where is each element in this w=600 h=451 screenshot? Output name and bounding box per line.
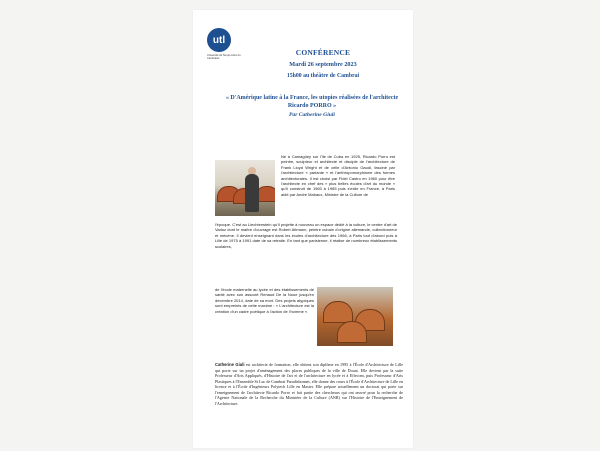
person-figure [245,174,259,212]
architect-portrait-photo [215,160,275,216]
article-paragraph-1: Né à Camagüey sur l'île de Cuba en 1925, Ricardo Porro est peintre, sculpteur et architecte et disciple de l'architecture de Frank Lloyd Wright et de celle d'Antonio Gaudi, fasciné par l'architecture « parlante » et l'anthropomorphisme des formes architecturales. Il est choisi par Fidel Castro en 1960 pour être l'architecte en chef des « plus belles écoles d'art du monde » qu'il construit de 1960 à 1965 puis s'exile en France, à Paris aidé par André Malraux, Ministre de la Culture de [281,154,395,197]
article-paragraph-2: l'époque. C'est au Liechtenstein qu'il projette à nouveau un espace dédié à la culture, le centre d'art de Vaduz dont le maître d'ouvrage est Robert Altmann, peintre cubain d'origine allemande, collectionneur et mécène. Il devient enseignant dans les écoles d'architecture dès 1966, à Paris tout d'abord puis à Lille de 1975 à 1991 date de sa retraite. En tant que parisienne, il réalise de nombreux établissements scolaires, [215,222,397,249]
dome-shape [323,301,353,323]
conference-flyer [193,10,413,448]
event-type-heading: CONFÉRENCE [295,48,351,57]
speaker-byline: Par Catherine Giuli [288,112,335,118]
speaker-bio [215,362,403,442]
article-paragraph-3: de l'école maternelle au lycée et des établissements de santé avec son associé Renaud De la Noue jusqu'en décembre 2014, date de sa mort. Des projets atypiques sont empreints de cette maxime : « L'architecture est la création d'un cadre poétique à l'action de l'homme ». [215,287,314,314]
dome-shape [337,321,367,343]
logo-mark: utl [207,28,231,52]
logo-caption: Université du Temps Libre du Cambrésis [207,54,241,60]
utl-logo [207,28,241,60]
event-date: Mardi 26 septembre 2023 [289,61,357,68]
speaker-name: Catherine Giuli [215,362,245,367]
art-school-domes-photo [317,287,393,346]
speaker-bio-text: est architecte de formation, elle obtient son diplôme en 1995 à l'École d'Architecture de Lille qui porte sur un projet d'aménagement des places publiques de la ville de Douai. Elle devient par la suite Professeur d'Arts Appliqués, d'Histoire de l'art et de l'architecture en lycée et à Effecom, puis Professeur d'Arts Plastiques à l'Ensemble St Luc de Cambrai Paradisbonnet, elle donne des cours à l'École d'Architecture de Lille en licence et à l'École d'Ingénieurs Polytech Lille en Master. Elle prépare actuellement un doctorat qui porte sur l'enseignement de l'architecte Ricardo Porro et fait partie des chercheurs qui ont œuvré pour la recherche de l'Agence Nationale de la Recherche du Ministère de la Culture (ANR) sur l'Histoire de l'Enseignement de l'Architecture. [215,362,403,406]
event-time-place: 15h00 au théâtre de Cambrai [286,73,360,79]
conference-title: « D'Amérique latine à la France, les utopies réalisées de l'architecte Ricardo PORRO » [225,95,399,109]
